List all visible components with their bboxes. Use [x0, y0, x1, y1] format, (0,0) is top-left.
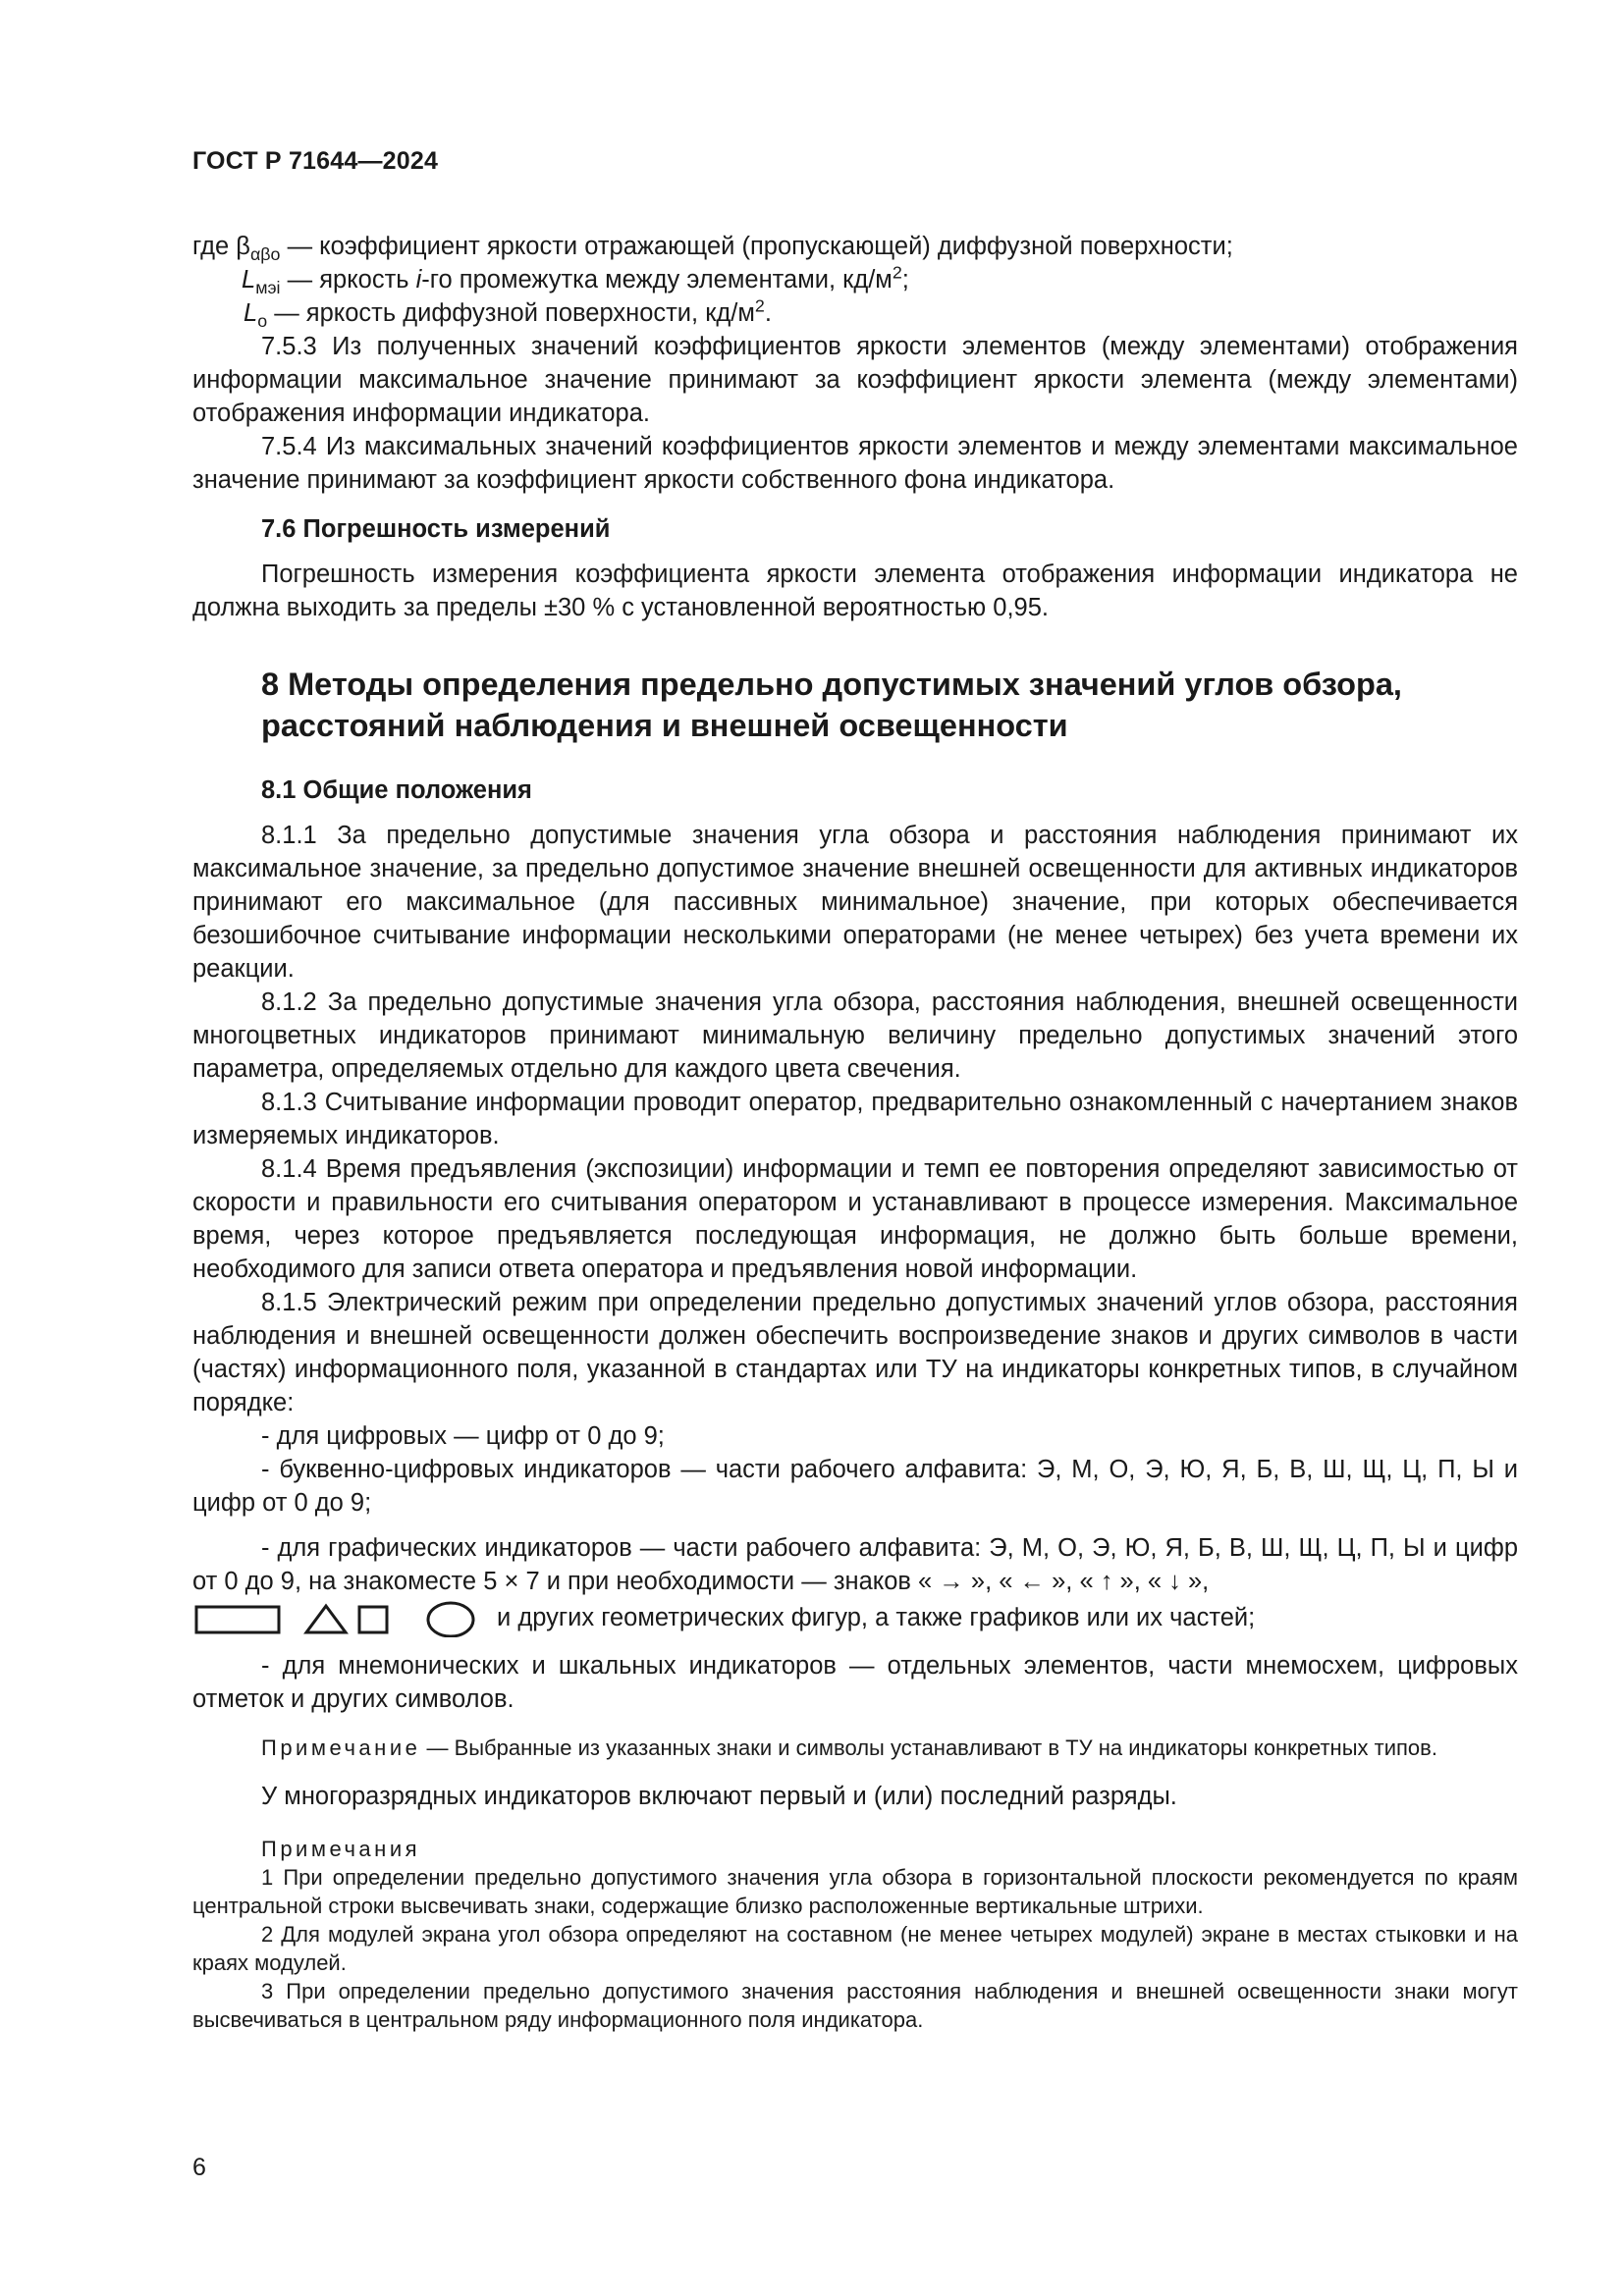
heading-7-6: 7.6 Погрешность измерений	[261, 515, 611, 543]
note-single: Примечание — Выбранные из указанных знаки и символы устанавливают в ТУ на индикаторы конкретных типов.	[261, 1735, 1437, 1760]
ellipse-shape-icon	[428, 1603, 473, 1636]
note-2: 2 Для модулей экрана угол обзора определяют на составном (не менее четырех модулей) экране в местах стыковки и на краях модулей.	[192, 1922, 1518, 1975]
geometric-shapes-icon	[192, 1598, 497, 1637]
paragraph-7-5-3: 7.5.3 Из полученных значений коэффициентов яркости элементов (между элементами) отображения информации максимальное значение принимают за коэффициент яркости элемента (между элементами) отображения информации индикатора.	[192, 333, 1518, 427]
document-page	[192, 0, 1518, 2296]
paragraph-7-6: Погрешность измерения коэффициента яркости элемента отображения информации индикатора не должна выходить за пределы ±30 % с установленной вероятностью 0,95.	[192, 561, 1518, 621]
square-shape-icon	[359, 1607, 387, 1632]
definition-l-mei: $L_{мэi}$ — яркость i-го промежутка между элементами, $кд/м^2$;	[242, 262, 909, 298]
paragraph-8-1-2: 8.1.2 За предельно допустимые значения угла обзора, расстояния наблюдения, внешней освещенности многоцветных индикаторов принимают минимальную величину предельно допустимых значений этого параметра, определяемых отдельно для каждого цвета свечения.	[192, 988, 1518, 1083]
geometric-shapes-line: и других геометрических фигур, а также графиков или их частей;	[192, 1598, 1518, 1637]
triangle-shape-icon	[306, 1606, 346, 1632]
list-item-graphic: - для графических индикаторов — части рабочего алфавита: Э, М, О, Э, Ю, Я, Б, В, Ш, Щ, Ц, П, Ы и цифр от 0 до 9, на знакоместе 5 × 7 и при необходимости — знаков « → », « ← », « ↑ », « ↓ »,	[192, 1534, 1518, 1595]
list-item-alphanumeric: - буквенно-цифровых индикаторов — части рабочего алфавита: Э, М, О, Э, Ю, Я, Б, В, Ш, Щ, Ц, П, Ы и цифр от 0 до 9;	[192, 1456, 1518, 1517]
list-item-digital: - для цифровых — цифр от 0 до 9;	[261, 1422, 665, 1450]
note-3: 3 При определении предельно допустимого значения расстояния наблюдения и внешней освещенности знаки могут высвечиваться в центральном ряду информационного поля индикатора.	[192, 1979, 1518, 2032]
notes-heading: Примечания	[261, 1837, 421, 1861]
document-body	[192, 230, 1518, 2034]
page-number: 6	[192, 2154, 206, 2181]
paragraph-7-5-4: 7.5.4 Из максимальных значений коэффициентов яркости элементов и между элементами максимальное значение принимают за коэффициент яркости собственного фона индикатора.	[192, 433, 1518, 494]
rectangle-shape-icon	[196, 1607, 279, 1632]
note-1: 1 При определении предельно допустимого значения угла обзора в горизонтальной плоскости рекомендуется по краям центральной строки высвечивать знаки, содержащие близко расположенные вертикальные штрихи.	[192, 1865, 1518, 1918]
definition-beta: где $\beta_{\alpha\beta о}$ — коэффициент яркости отражающей (пропускающей) диффузной поверхности;	[192, 233, 1233, 265]
paragraph-multidigit: У многоразрядных индикаторов включают первый и (или) последний разряды.	[261, 1783, 1177, 1810]
heading-section-8: 8 Методы определения предельно допустимых значений углов обзора, расстояний наблюдения и внешней освещенности	[261, 667, 1402, 743]
heading-8-1: 8.1 Общие положения	[261, 776, 532, 804]
list-item-mnemonic: - для мнемонических и шкальных индикаторов — отдельных элементов, части мнемосхем, цифровых отметок и других символов.	[192, 1652, 1518, 1713]
paragraph-8-1-5: 8.1.5 Электрический режим при определении предельно допустимых значений углов обзора, расстояния наблюдения и внешней освещенности должен обеспечить воспроизведение знаков и других символов в части (частях) информационного поля, указанной в стандартах или ТУ на индикаторы конкретных типов, в случайном порядке:	[192, 1289, 1518, 1416]
paragraph-8-1-1: 8.1.1 За предельно допустимые значения угла обзора и расстояния наблюдения принимают их максимальное значение, за предельно допустимое значение внешней освещенности для активных индикаторов принимают его максимальное (для пассивных минимальное) значение, при которых обеспечивается безошибочное считывание информации несколькими операторами (не менее четырех) без учета времени их реакции.	[192, 822, 1518, 983]
paragraph-8-1-4: 8.1.4 Время предъявления (экспозиции) информации и темп ее повторения определяют зависимостью от скорости и правильности его считывания оператором и устанавливают в процессе измерения. Максимальное время, через которое предъявляется последующая информация, не должно быть больше времени, необходимого для записи ответа оператора и предъявления новой информации.	[192, 1155, 1518, 1283]
definition-l-o: $L_о$ — яркость диффузной поверхности, $кд/м^2$.	[244, 295, 772, 332]
paragraph-8-1-3: 8.1.3 Считывание информации проводит оператор, предварительно ознакомленный с начертанием знаков измеряемых индикаторов.	[192, 1089, 1518, 1149]
document-header: ГОСТ Р 71644—2024	[192, 147, 439, 175]
